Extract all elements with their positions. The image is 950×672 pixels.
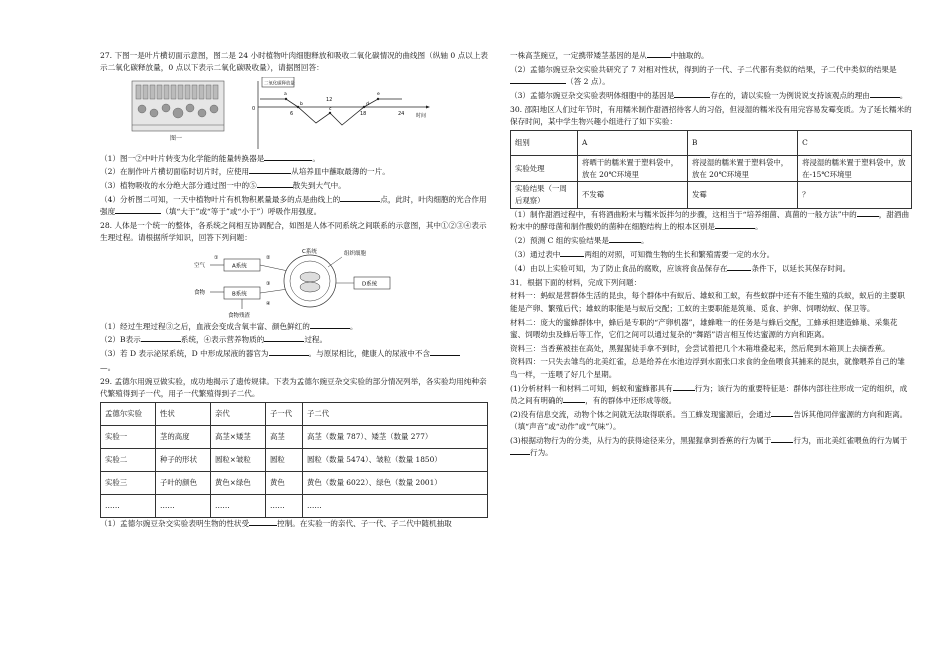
table-cell: 种子的形状 [156, 448, 211, 471]
table-cell: 茎的高度 [156, 425, 211, 448]
q27-item2: （2）在制作叶片横切面临时切片时，应使用 从培养皿中蘸取最薄的一片。 [100, 167, 390, 177]
q29-intro: 29. 孟德尔用豌豆做实验，成功地揭示了遗传规律。下表为孟德尔豌豆杂交实验的部分情况列举，各实验均用纯种亲代繁殖得到子一代，用子一代繁殖得到子二代。 [100, 376, 487, 399]
fig2-tick-24: 24 [398, 110, 405, 117]
table-cell: ？ [798, 182, 912, 209]
table-cell: …… [266, 494, 303, 517]
table-cell: 黄色×绿色 [211, 471, 266, 494]
q31-material3: 资料三：当香蕉被挂在高处，黑猩猩徒手拿不到时，会尝试着把几个木箱堆叠起来，然后爬到木箱顶上去摘香蕉。 [510, 343, 890, 353]
num-3: ③ [266, 280, 271, 287]
co2-curve-chart [246, 77, 436, 151]
fig2-tick-0: 0 [252, 105, 256, 112]
leaf-cross-section-icon [130, 77, 230, 143]
table-cell: 圆粒 [266, 448, 303, 471]
table-row [101, 494, 488, 517]
q31-material2: 材料二：庞大的蜜蜂群体中，蜂后是专职的“产卵机器”，雄蜂唯一的任务是与蜂后交配，工蜂承担建造蜂巢、采集花蜜、饲喂幼虫及蜂后等工作，它们之间可以通过复杂的“舞蹈”语言相互传达蜜源的方向和距离。 [510, 317, 898, 339]
rice-experiment-table [510, 130, 912, 209]
q31-q3: (3)根据动物行为的分类，从行为的获得途径来分，黑猩猩拿到香蕉的行为属于 行为，而北美红雀喂鱼的行为属于行为。 [510, 435, 908, 457]
table-cell: 黄色 [266, 471, 303, 494]
q28-item3: （3）若 D 表示泌尿系统，D 中形成尿液的器官为 。与原尿相比，健康人的尿液中不含 [100, 348, 488, 360]
table-header: 亲代 [211, 402, 266, 425]
q27-item1: （1）图一②中叶片转变为化学能的能量转换器是 。 [100, 153, 320, 163]
num-2: ② [266, 254, 271, 261]
q29-item3: （3）孟德尔豌豆杂交实验表明体细胞中的基因是 存在的，请以实验一为例说说支持该观点的理由 。 [510, 90, 908, 100]
q31-intro: 31．根据下面的材料，完成下列问题： [510, 277, 642, 287]
table-cell: 圆粒×皱粒 [211, 448, 266, 471]
q29-cont: 一株高茎豌豆，一定携带矮茎基因的是从 中抽取的。 [510, 51, 709, 60]
q29-item1: （1）孟德尔豌豆杂交实验表明生物的性状受 控制。在实验一的亲代、子一代、子二代中随机抽取 [100, 518, 452, 528]
num-1: ① [214, 254, 219, 261]
label-sys-d: D系统 [362, 281, 378, 288]
label-sys-a: A系统 [232, 263, 247, 270]
table-header-row [101, 402, 488, 425]
left-column [100, 50, 488, 532]
table-cell: 高茎（数量 787）、矮茎（数量 277） [303, 425, 488, 448]
pt-d: d [366, 101, 369, 107]
q31-q1: (1)分析材料一和材料二可知，蚂蚁和蜜蜂都具有 行为；该行为的重要特征是：群体内部往往形成一定的组织，成员之间有明确的 ，有的群体中还形成等级。 [510, 383, 908, 405]
pt-a: a [284, 91, 287, 97]
fig2-xlabel: 时间 [416, 112, 427, 119]
label-waste: 食物残渣 [228, 312, 251, 319]
fig2-tick-18: 18 [360, 110, 367, 117]
table-cell: …… [101, 494, 156, 517]
label-air: 空气 [194, 262, 206, 269]
q30-item4: （4）由以上实验可知，为了防止食品的腐败，应该将食品保存在 条件下，以延长其保存时间。 [510, 263, 851, 273]
table-cell: 高茎×矮茎 [211, 425, 266, 448]
table-cell: 黄色（数量 6022）、绿色（数量 2001） [303, 471, 488, 494]
q29-item2: （2）孟德尔豌豆杂交实验共研究了 7 对相对性状，得到的子一代、子二代都有类似的结果，子二代中类似的结果是（答 2 点）。 [510, 64, 897, 87]
q28-item1: （1）经过生理过程③之后，血液会变成含氧丰富、颜色鲜红的 。 [100, 321, 358, 331]
label-sys-b: B系统 [232, 291, 247, 298]
right-column [510, 50, 912, 461]
table-cell: …… [303, 494, 488, 517]
body-systems-diagram [192, 247, 412, 319]
table-header: C [798, 130, 912, 155]
num-4: ④ [266, 300, 271, 307]
table-row [101, 425, 488, 448]
table-cell: …… [211, 494, 266, 517]
q31-material4: 资料四：一只失去雏鸟的北美红雀，总是给养在水池边浮到水面张口求食的金鱼喂食其捕来的昆虫，就像喂养自己的雏鸟一样，一连喂了好几个星期。 [510, 357, 905, 379]
q28-intro: 28. 人体是一个统一的整体，各系统之间相互协调配合，如图是人体不同系统之间联系的示意图，其中①②③④表示生理过程。请根据所学知识，回答下列问题： [100, 221, 487, 243]
table-header-row [511, 130, 912, 155]
table-cell: 实验处理 [511, 155, 578, 182]
pt-b: b [300, 101, 303, 107]
table-cell: 实验二 [101, 448, 156, 471]
q27-figures [130, 77, 488, 151]
q27-item3: （3）植物吸收的水分绝大部分通过图一中的⑤ 散失到大气中。 [100, 181, 346, 191]
table-header: A [578, 130, 688, 155]
fig2-tick-6: 6 [290, 110, 294, 117]
table-header: 性状 [156, 402, 211, 425]
fig2-tick-12: 12 [326, 96, 333, 103]
q30-item3: （3）通过表中 两组的对照，可知微生物的生长和繁殖需要一定的水分。 [510, 250, 775, 260]
table-cell: 实验结果（一周后观察） [511, 182, 578, 209]
q27-item4: （4）分析图二可知，一天中植物叶片有机物积累量最多的点是曲线上的 点，此时，叶肉细胞的光合作用强度 （填“大于”或“等于”或“小于”）呼吸作用强度。 [100, 194, 487, 217]
label-tissue: 组织细胞 [344, 250, 367, 257]
body-systems-icon [192, 247, 412, 319]
q28-item2: （2）B表示 系统，④表示营养物质的 过程。 [100, 335, 328, 345]
table-row [101, 448, 488, 471]
fig1-caption: 图一 [170, 134, 183, 142]
table-header: 组别 [511, 130, 578, 155]
q30-item2: （2）预测 C 组的实验结果是 。 [510, 236, 649, 246]
fig2-ylabel: 二氧化碳释放量 [264, 81, 295, 87]
table-cell: 不发霉 [578, 182, 688, 209]
table-row [511, 155, 912, 182]
table-cell: 发霉 [688, 182, 798, 209]
label-food: 食物 [194, 289, 206, 296]
q28-item3-end: —。 [100, 363, 116, 373]
mendel-table [100, 402, 488, 518]
table-cell: 高茎 [266, 425, 303, 448]
table-cell: 将晒干的糯米置于塑料袋中，放在 20℃环境里 [578, 155, 688, 182]
pt-e: e [377, 91, 380, 97]
table-row [511, 182, 912, 209]
table-header: 子二代 [303, 402, 488, 425]
leaf-cross-section-figure [130, 77, 230, 143]
table-cell: 圆粒（数量 5474）、皱粒（数量 1850） [303, 448, 488, 471]
label-sys-c: C系统 [302, 248, 317, 255]
q31-material1: 材料一：蚂蚁是营群体生活的昆虫，每个群体中有蚁后、雄蚁和工蚁，有些蚁群中还有不能生殖的兵蚁，蚁后的主要职能是产卵、繁殖后代；雄蚁的职能是与蚁后交配；工蚁的主要职能是筑巢、觅食、护卵、饲喂幼蚁、保卫等。 [510, 291, 905, 313]
table-cell: …… [156, 494, 211, 517]
co2-curve-figure [246, 77, 436, 151]
pt-c: c [329, 106, 332, 112]
q30-intro: 30. 邵阳地区人们过年节时，有用糯米制作甜酒招待客人的习俗，但浸湿的糯米没有用完容易发霉变质。为了延长糯米的保存时间，某中学生物兴趣小组进行了如下实验： [510, 104, 912, 126]
table-cell: 实验一 [101, 425, 156, 448]
q30-item1: （1）制作甜酒过程中，有将酒曲粉末与糯米饭拌匀的步骤，这相当于“培养细菌、真菌的一般方法”中的 ，甜酒曲粉末中的酵母菌和制作酸奶的菌种在细胞结构上的根本区别是 。 [510, 210, 910, 232]
table-header: B [688, 130, 798, 155]
table-header: 子一代 [266, 402, 303, 425]
table-row [101, 471, 488, 494]
table-cell: 子叶的颜色 [156, 471, 211, 494]
table-header: 孟德尔实验 [101, 402, 156, 425]
q27-intro: 27. 下图一是叶片横切面示意图，图二是 24 小时植物叶肉细胞释放和吸收二氧化碳情况的曲线图（纵轴 0 点以上表示二氧化碳释放量，0 点以下表示二氧化碳吸收量），请据图回答： [100, 51, 488, 73]
table-cell: 实验三 [101, 471, 156, 494]
q31-q2: (2)没有信息交流，动物个体之间就无法取得联系。当工蜂发现蜜源后，会通过 告诉其他同伴蜜源的方向和距离。（填“声音”或“动作”或“气味”）。 [510, 409, 908, 431]
table-cell: 将浸湿的糯米置于塑料袋中，放在 20℃环境里 [688, 155, 798, 182]
table-cell: 将浸湿的糯米置于塑料袋中，放在-15℃环境里 [798, 155, 912, 182]
